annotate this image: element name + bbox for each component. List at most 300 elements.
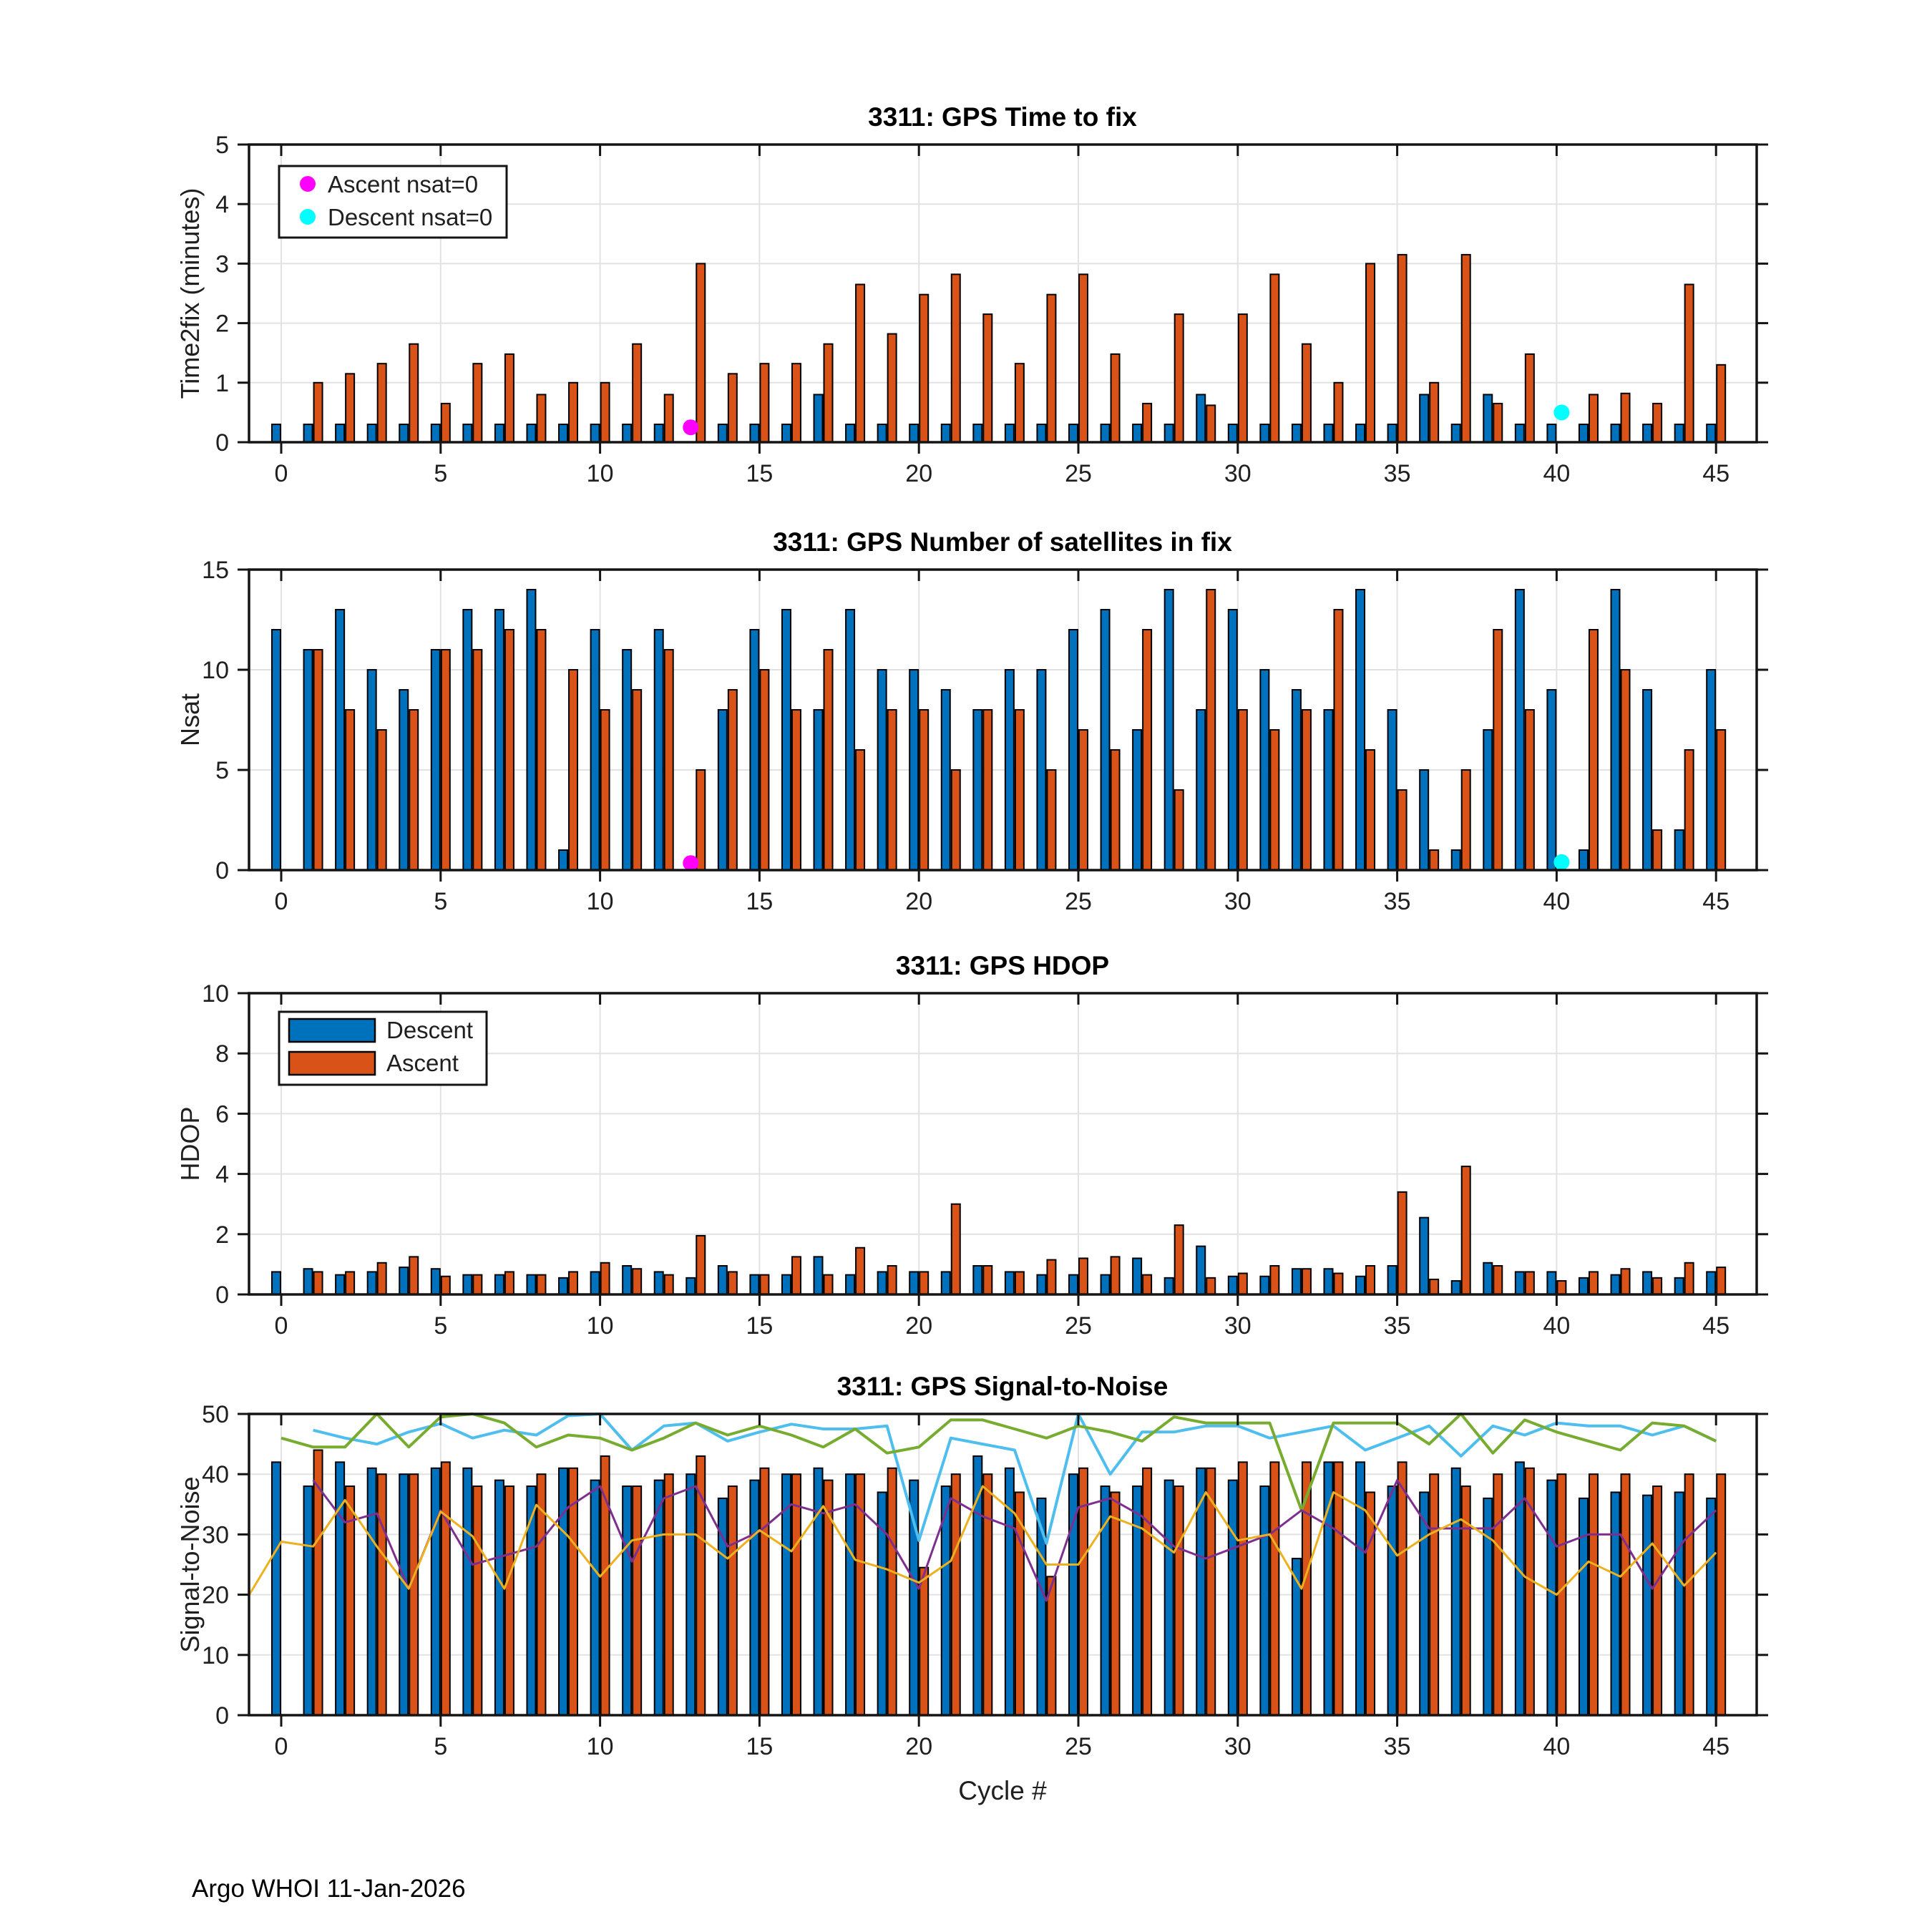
bar-ascent (1621, 1474, 1630, 1715)
y-tick-label: 50 (202, 1401, 229, 1428)
bar-descent (495, 610, 504, 870)
bar-ascent (1366, 1492, 1375, 1715)
bar-ascent (1175, 790, 1184, 870)
bar-ascent (1398, 1462, 1407, 1715)
y-tick-label: 1 (215, 369, 229, 397)
bar-ascent (888, 710, 897, 870)
bar-descent (1675, 830, 1684, 870)
bar-ascent (1175, 1225, 1184, 1294)
y-tick-label: 4 (215, 191, 229, 219)
bar-ascent (473, 650, 482, 870)
bar-descent (1101, 1275, 1110, 1294)
bar-descent (1452, 1281, 1460, 1294)
bar-descent (431, 1269, 440, 1294)
ascent-nsat0-marker (683, 855, 698, 871)
bar-ascent (409, 1257, 418, 1294)
bar-ascent (760, 364, 769, 442)
bar-ascent (1462, 255, 1470, 442)
bar-descent (973, 1456, 982, 1715)
chart-title: 3311: GPS Signal-to-Noise (836, 1372, 1169, 1401)
y-tick-label: 30 (202, 1521, 229, 1549)
bar-ascent (888, 334, 897, 442)
x-axis-label: Cycle # (958, 1776, 1047, 1805)
bar-descent (878, 1272, 887, 1294)
bar-descent (1643, 690, 1652, 870)
x-tick-label: 25 (1065, 888, 1092, 915)
bar-descent (782, 424, 791, 442)
bar-descent (846, 424, 854, 442)
bar-descent (559, 424, 567, 442)
bar-ascent (505, 1486, 514, 1715)
bar-ascent (1047, 770, 1055, 870)
bar-descent (750, 424, 758, 442)
bar-descent (1675, 424, 1684, 442)
bar-ascent (537, 394, 545, 442)
bar-descent (1483, 394, 1492, 442)
bar-descent (1196, 394, 1205, 442)
bar-ascent (728, 374, 737, 442)
y-tick-label: 0 (215, 1702, 229, 1729)
bar-descent (368, 1272, 376, 1294)
bar-descent (1037, 1275, 1045, 1294)
bar-descent (1037, 670, 1045, 870)
bar-descent (1260, 670, 1269, 870)
bar-ascent (1270, 274, 1279, 442)
bar-descent (1069, 1275, 1078, 1294)
bar-descent (1292, 424, 1301, 442)
bar-descent (1707, 424, 1715, 442)
bar-ascent (856, 750, 864, 870)
bar-ascent (569, 670, 577, 870)
bar-descent (1165, 1480, 1174, 1715)
bar-ascent (1621, 1269, 1630, 1294)
bar-ascent (346, 710, 354, 870)
y-tick-label: 10 (202, 657, 229, 684)
bar-ascent (1621, 394, 1630, 442)
bar-descent (750, 1275, 758, 1294)
bar-ascent (441, 650, 450, 870)
bar-descent (527, 1275, 535, 1294)
legend-label: Ascent (386, 1050, 459, 1076)
x-tick-label: 35 (1383, 460, 1411, 487)
bar-descent (1133, 424, 1141, 442)
bar-descent (909, 424, 918, 442)
bar-ascent (601, 710, 610, 870)
bar-descent (973, 1266, 982, 1294)
bar-ascent (537, 1275, 545, 1294)
x-tick-label: 15 (746, 888, 774, 915)
x-tick-label: 0 (274, 888, 288, 915)
bar-descent (304, 650, 313, 870)
bar-ascent (1206, 405, 1215, 442)
bar-descent (1675, 1278, 1684, 1294)
bar-descent (846, 610, 854, 870)
bar-ascent (633, 690, 641, 870)
bar-descent (272, 1462, 280, 1715)
bar-ascent (1462, 770, 1470, 870)
chart-0 (175, 102, 1768, 487)
bar-descent (1069, 630, 1078, 870)
bar-descent (1229, 424, 1237, 442)
bar-ascent (792, 364, 801, 442)
bar-descent (399, 1267, 408, 1294)
bar-ascent (1302, 710, 1311, 870)
bar-ascent (1398, 790, 1407, 870)
bar-descent (1165, 1278, 1174, 1294)
bar-ascent (1366, 750, 1375, 870)
bar-descent (1165, 590, 1174, 870)
x-tick-label: 30 (1224, 460, 1252, 487)
x-tick-label: 10 (586, 460, 614, 487)
bar-ascent (696, 770, 705, 870)
bar-descent (1516, 424, 1524, 442)
bar-ascent (1366, 1266, 1375, 1294)
bar-descent (782, 1275, 791, 1294)
bar-ascent (1175, 1486, 1184, 1715)
bar-descent (1260, 424, 1269, 442)
bar-descent (399, 690, 408, 870)
x-tick-label: 40 (1543, 888, 1571, 915)
bar-ascent (792, 710, 801, 870)
bar-descent (1643, 1272, 1652, 1294)
y-tick-label: 5 (215, 132, 229, 159)
bar-ascent (378, 364, 386, 442)
bar-ascent (1589, 394, 1598, 442)
bar-ascent (1111, 750, 1120, 870)
bar-descent (1229, 610, 1237, 870)
bar-ascent (1079, 1258, 1088, 1294)
chart-title: 3311: GPS Number of satellites in fix (773, 527, 1232, 557)
bar-ascent (1143, 1275, 1151, 1294)
bar-ascent (314, 383, 323, 442)
bar-descent (1005, 424, 1014, 442)
bar-ascent (1557, 1281, 1566, 1294)
x-tick-label: 30 (1224, 1733, 1252, 1760)
bar-ascent (1047, 295, 1055, 442)
bar-ascent (1526, 710, 1534, 870)
bar-descent (495, 1275, 504, 1294)
bar-descent (1579, 1278, 1588, 1294)
bar-ascent (665, 394, 673, 442)
bar-ascent (919, 710, 928, 870)
bar-descent (431, 1468, 440, 1715)
footer-text: Argo WHOI 11-Jan-2026 (192, 1875, 466, 1903)
bar-descent (814, 710, 823, 870)
bar-descent (1005, 1272, 1014, 1294)
bar-descent (942, 424, 950, 442)
bar-descent (942, 1272, 950, 1294)
bar-descent (1388, 1486, 1397, 1715)
bar-descent (718, 424, 727, 442)
bar-ascent (1047, 1260, 1055, 1294)
legend (279, 166, 507, 238)
bar-ascent (1239, 314, 1247, 442)
bar-ascent (569, 1272, 577, 1294)
x-tick-label: 5 (434, 1733, 448, 1760)
bar-ascent (441, 404, 450, 442)
bar-ascent (1430, 1279, 1438, 1294)
bar-descent (591, 1480, 600, 1715)
bar-descent (1229, 1277, 1237, 1294)
bar-descent (1452, 850, 1460, 870)
y-axis-label: Nsat (175, 693, 205, 747)
y-tick-label: 3 (215, 250, 229, 278)
bar-descent (463, 1468, 472, 1715)
bar-descent (623, 650, 631, 870)
bar-descent (878, 670, 887, 870)
bar-ascent (1398, 1192, 1407, 1294)
legend-label: Ascent nsat=0 (328, 171, 479, 197)
bar-ascent (1653, 830, 1662, 870)
bar-ascent (1398, 255, 1407, 442)
bar-ascent (665, 1474, 673, 1715)
bar-descent (1229, 1480, 1237, 1715)
bar-ascent (728, 690, 737, 870)
bar-descent (1452, 1468, 1460, 1715)
x-tick-label: 10 (586, 888, 614, 915)
bar-descent (591, 630, 600, 870)
y-tick-label: 40 (202, 1461, 229, 1489)
bar-descent (1483, 1498, 1492, 1715)
bar-ascent (1015, 364, 1024, 442)
x-tick-label: 10 (586, 1733, 614, 1760)
bar-ascent (792, 1474, 801, 1715)
chart-title: 3311: GPS HDOP (895, 951, 1110, 980)
bar-ascent (1493, 630, 1502, 870)
bar-ascent (952, 274, 960, 442)
bar-descent (718, 710, 727, 870)
bar-descent (1260, 1486, 1269, 1715)
bar-ascent (1334, 1274, 1342, 1294)
bar-descent (368, 1468, 376, 1715)
bar-ascent (760, 1275, 769, 1294)
bar-descent (1388, 710, 1397, 870)
x-tick-label: 45 (1702, 888, 1730, 915)
bar-descent (1579, 850, 1588, 870)
bar-descent (846, 1474, 854, 1715)
y-tick-label: 10 (202, 1641, 229, 1669)
bar-descent (1675, 1492, 1684, 1715)
bar-ascent (919, 1568, 928, 1715)
bar-ascent (1302, 1269, 1311, 1294)
bar-descent (431, 424, 440, 442)
y-tick-label: 8 (215, 1040, 229, 1068)
bar-ascent (1015, 1272, 1024, 1294)
bar-descent (1324, 710, 1332, 870)
bar-ascent (952, 1474, 960, 1715)
bar-descent (1388, 424, 1397, 442)
bar-descent (814, 394, 823, 442)
bar-ascent (601, 383, 610, 442)
bar-descent (495, 1480, 504, 1715)
bar-ascent (1717, 1267, 1725, 1294)
bar-ascent (441, 1462, 450, 1715)
bar-ascent (919, 295, 928, 442)
y-tick-label: 0 (215, 857, 229, 884)
bar-descent (973, 424, 982, 442)
bar-descent (1292, 1269, 1301, 1294)
bar-descent (686, 1278, 695, 1294)
bar-ascent (952, 770, 960, 870)
x-tick-label: 20 (905, 460, 933, 487)
bar-ascent (824, 650, 833, 870)
bar-descent (750, 630, 758, 870)
bar-descent (304, 424, 313, 442)
descent-nsat0-marker (1553, 404, 1569, 420)
bar-descent (399, 424, 408, 442)
bar-ascent (952, 1204, 960, 1294)
bar-descent (591, 1272, 600, 1294)
bar-ascent (1557, 1474, 1566, 1715)
bar-descent (1611, 1275, 1620, 1294)
bar-descent (399, 1474, 408, 1715)
bar-descent (463, 424, 472, 442)
bar-ascent (378, 1474, 386, 1715)
bar-ascent (728, 1486, 737, 1715)
y-tick-label: 0 (215, 429, 229, 457)
bar-ascent (1270, 1462, 1279, 1715)
bar-ascent (983, 710, 992, 870)
y-axis-label: HDOP (175, 1106, 205, 1181)
bar-ascent (569, 383, 577, 442)
y-tick-label: 20 (202, 1581, 229, 1609)
y-tick-label: 15 (202, 557, 229, 584)
chart-2 (175, 951, 1768, 1340)
bar-descent (1579, 424, 1588, 442)
y-tick-label: 10 (202, 980, 229, 1008)
bar-descent (336, 1275, 344, 1294)
bar-descent (1037, 424, 1045, 442)
y-tick-label: 6 (215, 1101, 229, 1128)
bar-ascent (1302, 344, 1311, 442)
bar-ascent (1717, 1474, 1725, 1715)
x-tick-label: 0 (274, 1733, 288, 1760)
bar-ascent (1685, 1263, 1694, 1294)
chart-title: 3311: GPS Time to fix (868, 102, 1137, 132)
legend-dot-icon (300, 176, 316, 192)
bar-ascent (633, 1269, 641, 1294)
bar-ascent (505, 630, 514, 870)
bar-ascent (1717, 365, 1725, 442)
bar-descent (559, 1278, 567, 1294)
bar-ascent (1079, 730, 1088, 870)
bar-descent (878, 424, 887, 442)
x-tick-label: 40 (1543, 460, 1571, 487)
y-tick-label: 2 (215, 1221, 229, 1249)
bar-ascent (1685, 750, 1694, 870)
bar-ascent (633, 344, 641, 442)
bar-descent (686, 1474, 695, 1715)
bar-descent (463, 610, 472, 870)
bar-ascent (1111, 1257, 1120, 1294)
bar-ascent (1366, 263, 1375, 442)
bar-descent (1420, 1218, 1428, 1294)
bar-descent (1516, 590, 1524, 870)
bar-descent (463, 1275, 472, 1294)
bar-ascent (1239, 1274, 1247, 1294)
x-tick-label: 20 (905, 1733, 933, 1760)
bar-descent (1516, 1272, 1524, 1294)
bar-descent (1133, 1486, 1141, 1715)
bar-descent (655, 630, 663, 870)
x-tick-label: 15 (746, 460, 774, 487)
bar-descent (1483, 1263, 1492, 1294)
bar-ascent (1653, 404, 1662, 442)
legend-label: Descent (386, 1017, 474, 1043)
bar-descent (1547, 1272, 1556, 1294)
bar-ascent (1175, 314, 1184, 442)
bar-ascent (1239, 710, 1247, 870)
bar-ascent (919, 1272, 928, 1294)
bar-ascent (1111, 354, 1120, 442)
bar-ascent (409, 710, 418, 870)
bar-descent (942, 690, 950, 870)
y-tick-label: 2 (215, 310, 229, 338)
legend-dot-icon (300, 209, 316, 225)
bar-ascent (665, 650, 673, 870)
bar-ascent (1685, 1474, 1694, 1715)
bar-ascent (1653, 1278, 1662, 1294)
bar-ascent (1653, 1486, 1662, 1715)
y-tick-label: 4 (215, 1161, 229, 1189)
bar-ascent (537, 630, 545, 870)
bar-ascent (441, 1277, 450, 1294)
bar-ascent (1493, 1266, 1502, 1294)
x-tick-label: 0 (274, 460, 288, 487)
bar-ascent (696, 1236, 705, 1294)
bar-descent (304, 1486, 313, 1715)
x-tick-label: 30 (1224, 1312, 1252, 1340)
bar-descent (1196, 1246, 1205, 1294)
bar-ascent (1334, 610, 1342, 870)
bar-descent (1356, 1277, 1365, 1294)
bar-ascent (856, 1248, 864, 1294)
bar-ascent (983, 1266, 992, 1294)
bar-descent (1452, 424, 1460, 442)
bar-ascent (1621, 670, 1630, 870)
x-tick-label: 45 (1702, 1733, 1730, 1760)
bar-ascent (760, 1468, 769, 1715)
bar-ascent (378, 1263, 386, 1294)
y-tick-label: 5 (215, 757, 229, 784)
bar-ascent (633, 1486, 641, 1715)
bar-descent (495, 424, 504, 442)
bar-descent (1165, 424, 1174, 442)
x-tick-label: 35 (1383, 1312, 1411, 1340)
bar-descent (1707, 1498, 1715, 1715)
bar-ascent (1430, 383, 1438, 442)
x-tick-label: 40 (1543, 1733, 1571, 1760)
bar-descent (1547, 690, 1556, 870)
bar-ascent (1206, 1278, 1215, 1294)
bar-descent (1101, 424, 1110, 442)
bar-ascent (665, 1275, 673, 1294)
bar-ascent (983, 314, 992, 442)
bar-descent (1101, 610, 1110, 870)
bar-ascent (1589, 630, 1598, 870)
bar-ascent (505, 354, 514, 442)
x-tick-label: 5 (434, 888, 448, 915)
bar-descent (1356, 590, 1365, 870)
x-tick-label: 45 (1702, 1312, 1730, 1340)
bar-ascent (1493, 1474, 1502, 1715)
bar-ascent (856, 285, 864, 442)
bar-ascent (601, 1456, 610, 1715)
bar-ascent (1589, 1272, 1598, 1294)
bar-ascent (473, 1275, 482, 1294)
bar-descent (1292, 690, 1301, 870)
y-tick-label: 0 (215, 1282, 229, 1309)
